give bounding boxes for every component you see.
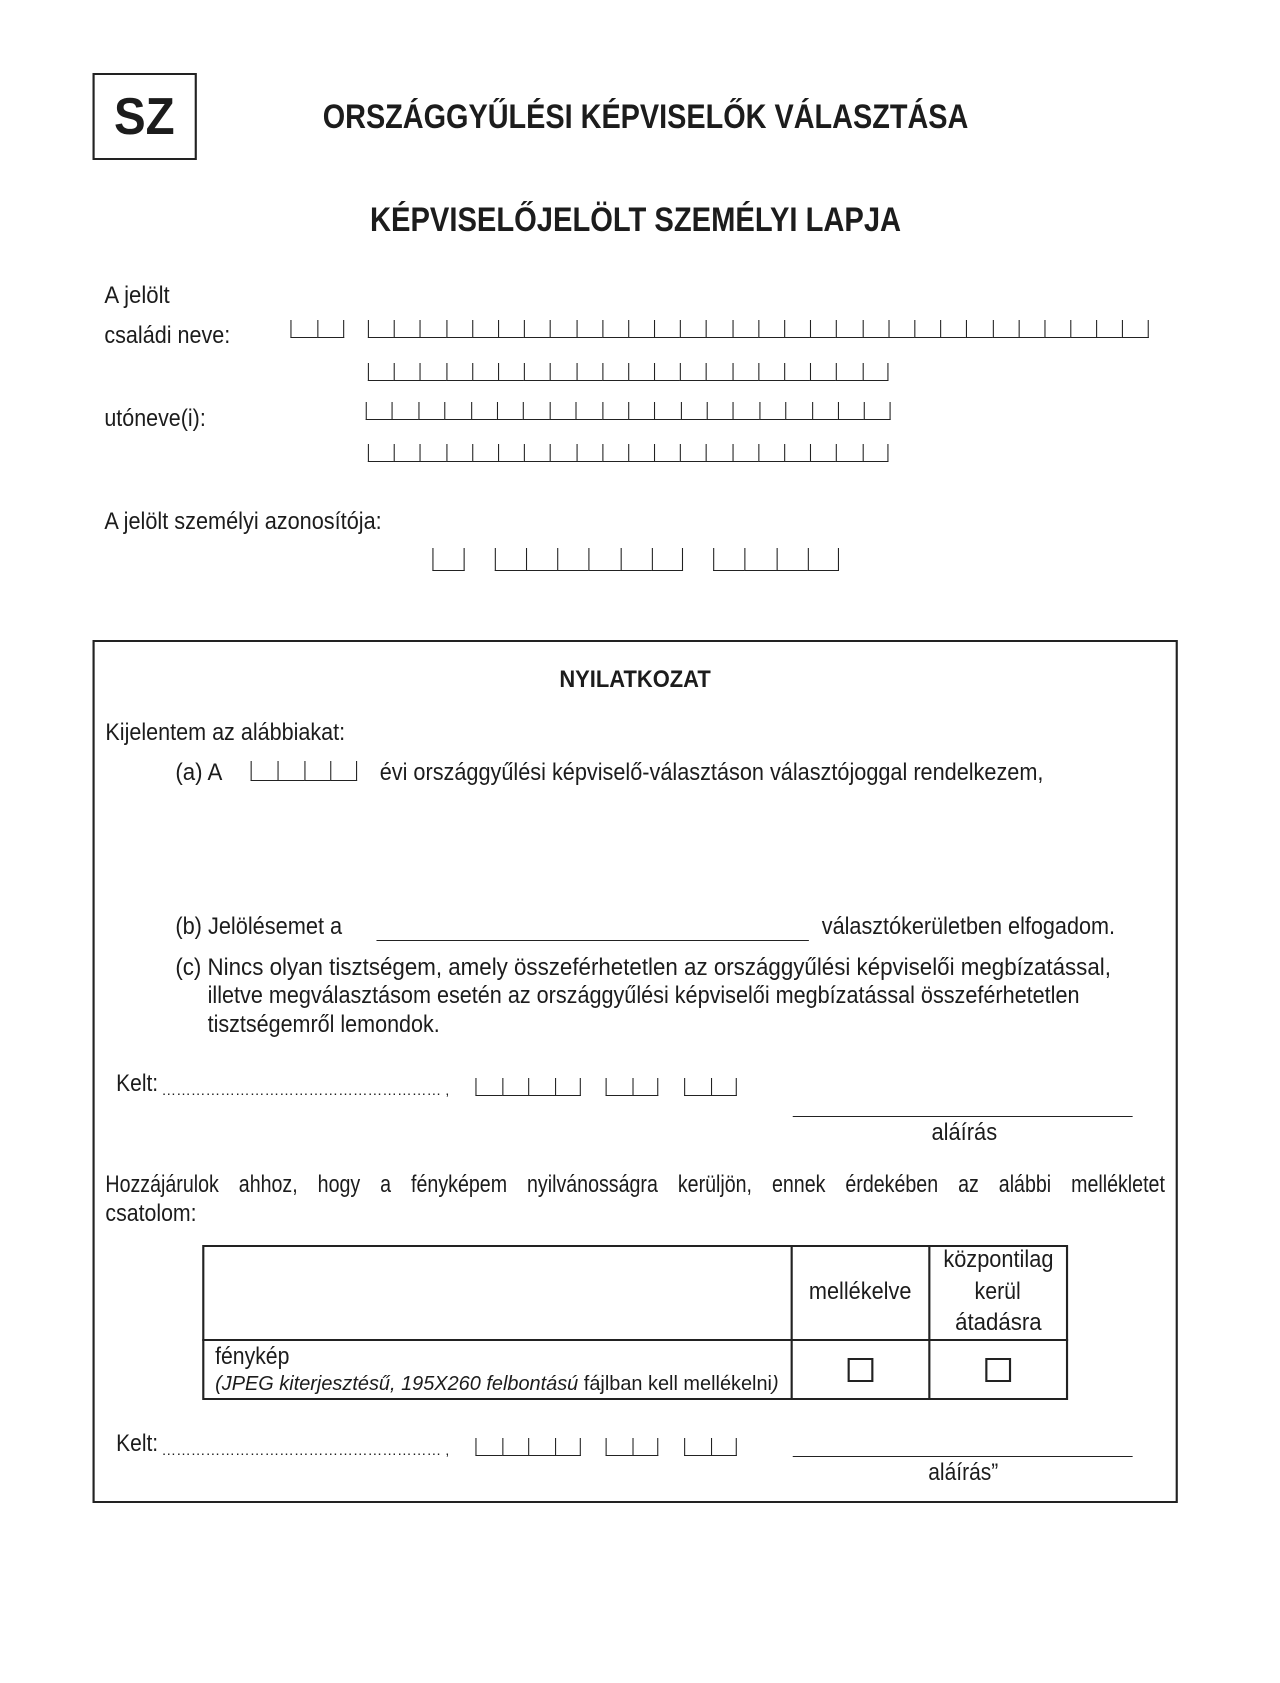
given-names-label: utóneve(i): [104,405,206,432]
char-cell[interactable] [526,548,557,571]
char-cell[interactable] [684,1438,710,1456]
date-year-boxes[interactable] [475,1078,580,1096]
personal-id-boxes-group-1[interactable] [432,548,464,571]
char-cell[interactable] [277,761,304,781]
char-cell[interactable] [392,402,418,420]
char-cell[interactable] [304,761,331,781]
char-cell[interactable] [966,320,992,338]
clause-a-prefix: (a) A [175,759,223,786]
char-cell[interactable] [992,320,1018,338]
photo-note-close: ) [771,1373,779,1395]
char-cell[interactable] [707,402,733,420]
consent-date-place-dots[interactable]: ………………………………………………… , [161,1442,450,1458]
char-cell[interactable] [554,1078,580,1096]
char-cell[interactable] [446,320,472,338]
char-cell[interactable] [1070,320,1096,338]
consent-signature-label: aláírás” [928,1459,999,1486]
char-cell[interactable] [680,320,706,338]
char-cell[interactable] [888,320,914,338]
char-cell[interactable] [628,444,654,462]
char-cell[interactable] [732,363,758,381]
char-cell[interactable] [498,444,524,462]
table-header-central-line-3: átadásra [955,1309,1042,1336]
char-cell[interactable] [394,363,420,381]
char-cell[interactable] [446,444,472,462]
photo-note-regular: fájlban kell mellékelni [578,1373,772,1395]
char-cell[interactable] [864,402,890,420]
char-cell[interactable] [475,1078,501,1096]
family-name-prefix-boxes[interactable] [290,320,344,338]
table-row-photo-note [215,1374,779,1394]
consent-date-month-boxes[interactable] [606,1438,659,1456]
char-cell[interactable] [576,402,602,420]
char-cell[interactable] [576,363,602,381]
personal-id-label: A jelölt személyi azonosítója: [104,508,382,535]
char-cell[interactable] [528,1078,554,1096]
char-cell[interactable] [589,548,620,571]
char-cell[interactable] [836,444,862,462]
char-cell[interactable] [810,363,836,381]
char-cell[interactable] [836,363,862,381]
date-day-boxes[interactable] [684,1078,737,1096]
photo-consent-line-1: Hozzájárulok ahhoz, hogy a fényképem nyilvánosságra kerüljön, ennek érdekében az alábbi mellékletet [105,1171,1165,1198]
form-code: SZ [114,88,175,146]
char-cell[interactable] [862,444,888,462]
char-cell[interactable] [418,402,444,420]
clause-c-line-1: (c) Nincs olyan tisztségem, amely összeférhetetlen az országgyűlési képviselői megbízatással, [175,954,1111,981]
char-cell[interactable] [368,320,394,338]
char-cell[interactable] [681,402,707,420]
date-place-dots[interactable]: ………………………………………………… , [161,1082,450,1098]
char-cell[interactable] [602,363,628,381]
consent-date-day-boxes[interactable] [684,1438,737,1456]
char-cell[interactable] [420,363,446,381]
char-cell[interactable] [550,444,576,462]
char-cell[interactable] [914,320,940,338]
form-subtitle: KÉPVISELŐJELÖLT SZEMÉLYI LAPJA [370,201,902,239]
signature-label: aláírás [931,1119,998,1146]
char-cell[interactable] [838,402,864,420]
char-cell[interactable] [632,1438,658,1456]
family-name-boxes-row-1[interactable] [368,320,1149,338]
photo-attached-checkbox[interactable] [848,1358,874,1382]
table-row-divider [202,1339,1068,1341]
char-cell[interactable] [549,402,575,420]
char-cell[interactable] [602,444,628,462]
char-cell[interactable] [940,320,966,338]
char-cell[interactable] [810,320,836,338]
char-cell[interactable] [784,444,810,462]
char-cell[interactable] [1018,320,1044,338]
char-cell[interactable] [475,1438,501,1456]
clause-b-suffix: választókerületben elfogadom. [821,913,1116,940]
clause-b-prefix: (b) Jelölésemet a [175,913,343,940]
char-cell[interactable] [628,363,654,381]
char-cell[interactable] [502,1078,528,1096]
table-column-divider-2 [928,1245,930,1400]
char-cell[interactable] [420,320,446,338]
char-cell[interactable] [732,320,758,338]
char-cell[interactable] [502,1438,528,1456]
given-names-boxes-row-2[interactable] [368,444,889,462]
clause-c-line-3: tisztségemről lemondok. [207,1011,440,1038]
declaration-heading: NYILATKOZAT [559,666,711,693]
candidate-intro-label: A jelölt [104,282,170,309]
district-blank-line[interactable] [376,940,808,941]
char-cell[interactable] [758,363,784,381]
photo-central-checkbox[interactable] [985,1358,1011,1382]
table-header-central-line-2: kerül [974,1278,1021,1305]
char-cell[interactable] [1096,320,1122,338]
char-cell[interactable] [602,320,628,338]
char-cell[interactable] [706,363,732,381]
personal-id-boxes-group-3[interactable] [713,548,839,571]
char-cell[interactable] [528,1438,554,1456]
char-cell[interactable] [524,363,550,381]
date-month-boxes[interactable] [606,1078,659,1096]
char-cell[interactable] [495,548,526,571]
char-cell[interactable] [710,1078,736,1096]
char-cell[interactable] [862,320,888,338]
char-cell[interactable] [784,320,810,338]
char-cell[interactable] [472,444,498,462]
char-cell[interactable] [497,402,523,420]
char-cell[interactable] [808,548,839,571]
personal-id-boxes-group-2[interactable] [495,548,683,571]
char-cell[interactable] [680,363,706,381]
form-title: ORSZÁGGYŰLÉSI KÉPVISELŐK VÁLASZTÁSA [322,98,969,136]
table-column-divider-1 [791,1245,793,1400]
clause-c-line-2: illetve megválasztásom esetén az országgyűlési képviselői megbízatással összeférhetetlen [207,982,1080,1009]
char-cell[interactable] [420,444,446,462]
char-cell[interactable] [654,320,680,338]
signature-line[interactable] [793,1116,1133,1117]
char-cell[interactable] [862,363,888,381]
char-cell[interactable] [550,320,576,338]
char-cell[interactable] [812,402,838,420]
char-cell[interactable] [472,363,498,381]
char-cell[interactable] [654,363,680,381]
consent-signature-line[interactable] [793,1456,1133,1457]
char-cell[interactable] [368,363,394,381]
char-cell[interactable] [1044,320,1070,338]
consent-date-year-boxes[interactable] [475,1438,580,1456]
char-cell[interactable] [654,402,680,420]
char-cell[interactable] [554,1438,580,1456]
char-cell[interactable] [317,320,344,338]
char-cell[interactable] [606,1438,632,1456]
char-cell[interactable] [654,444,680,462]
char-cell[interactable] [620,548,651,571]
char-cell[interactable] [498,363,524,381]
char-cell[interactable] [1122,320,1148,338]
photo-note-italic: (JPEG kiterjesztésű, 195X260 felbontású [215,1373,579,1395]
char-cell[interactable] [706,320,732,338]
char-cell[interactable] [810,444,836,462]
char-cell[interactable] [713,548,744,571]
char-cell[interactable] [706,444,732,462]
consent-date-label: Kelt: [116,1430,159,1457]
char-cell[interactable] [558,548,589,571]
char-cell[interactable] [836,320,862,338]
char-cell[interactable] [471,402,497,420]
char-cell[interactable] [785,402,811,420]
char-cell[interactable] [524,444,550,462]
char-cell[interactable] [632,1078,658,1096]
table-header-attached: mellékelve [808,1278,912,1305]
char-cell[interactable] [745,548,776,571]
char-cell[interactable] [732,444,758,462]
clause-a-text: évi országgyűlési képviselő-választáson választójoggal rendelkezem, [379,759,1044,786]
char-cell[interactable] [524,320,550,338]
char-cell[interactable] [368,444,394,462]
char-cell[interactable] [602,402,628,420]
char-cell[interactable] [628,402,654,420]
photo-consent-line-2: csatolom: [105,1200,197,1227]
char-cell[interactable] [550,363,576,381]
char-cell[interactable] [444,402,470,420]
char-cell[interactable] [394,444,420,462]
table-row-photo-label: fénykép [215,1343,290,1370]
char-cell[interactable] [680,444,706,462]
char-cell[interactable] [652,548,683,571]
char-cell[interactable] [446,363,472,381]
char-cell[interactable] [523,402,549,420]
election-year-boxes[interactable] [251,761,357,781]
date-label: Kelt: [116,1070,159,1097]
table-header-central-line-1: központilag [943,1246,1054,1273]
char-cell[interactable] [628,320,654,338]
char-cell[interactable] [606,1078,632,1096]
char-cell[interactable] [776,548,807,571]
char-cell[interactable] [366,402,392,420]
char-cell[interactable] [784,363,810,381]
family-name-label: családi neve: [104,322,231,349]
char-cell[interactable] [432,548,464,571]
char-cell[interactable] [576,320,602,338]
char-cell[interactable] [290,320,317,338]
char-cell[interactable] [758,320,784,338]
char-cell[interactable] [684,1078,710,1096]
char-cell[interactable] [394,320,420,338]
given-names-boxes-row-1[interactable] [366,402,891,420]
family-name-boxes-row-2[interactable] [368,363,889,381]
char-cell[interactable] [733,402,759,420]
char-cell[interactable] [472,320,498,338]
char-cell[interactable] [576,444,602,462]
char-cell[interactable] [758,444,784,462]
char-cell[interactable] [330,761,357,781]
char-cell[interactable] [759,402,785,420]
char-cell[interactable] [251,761,278,781]
declaration-intro: Kijelentem az alábbiakat: [105,719,346,746]
char-cell[interactable] [498,320,524,338]
char-cell[interactable] [710,1438,736,1456]
